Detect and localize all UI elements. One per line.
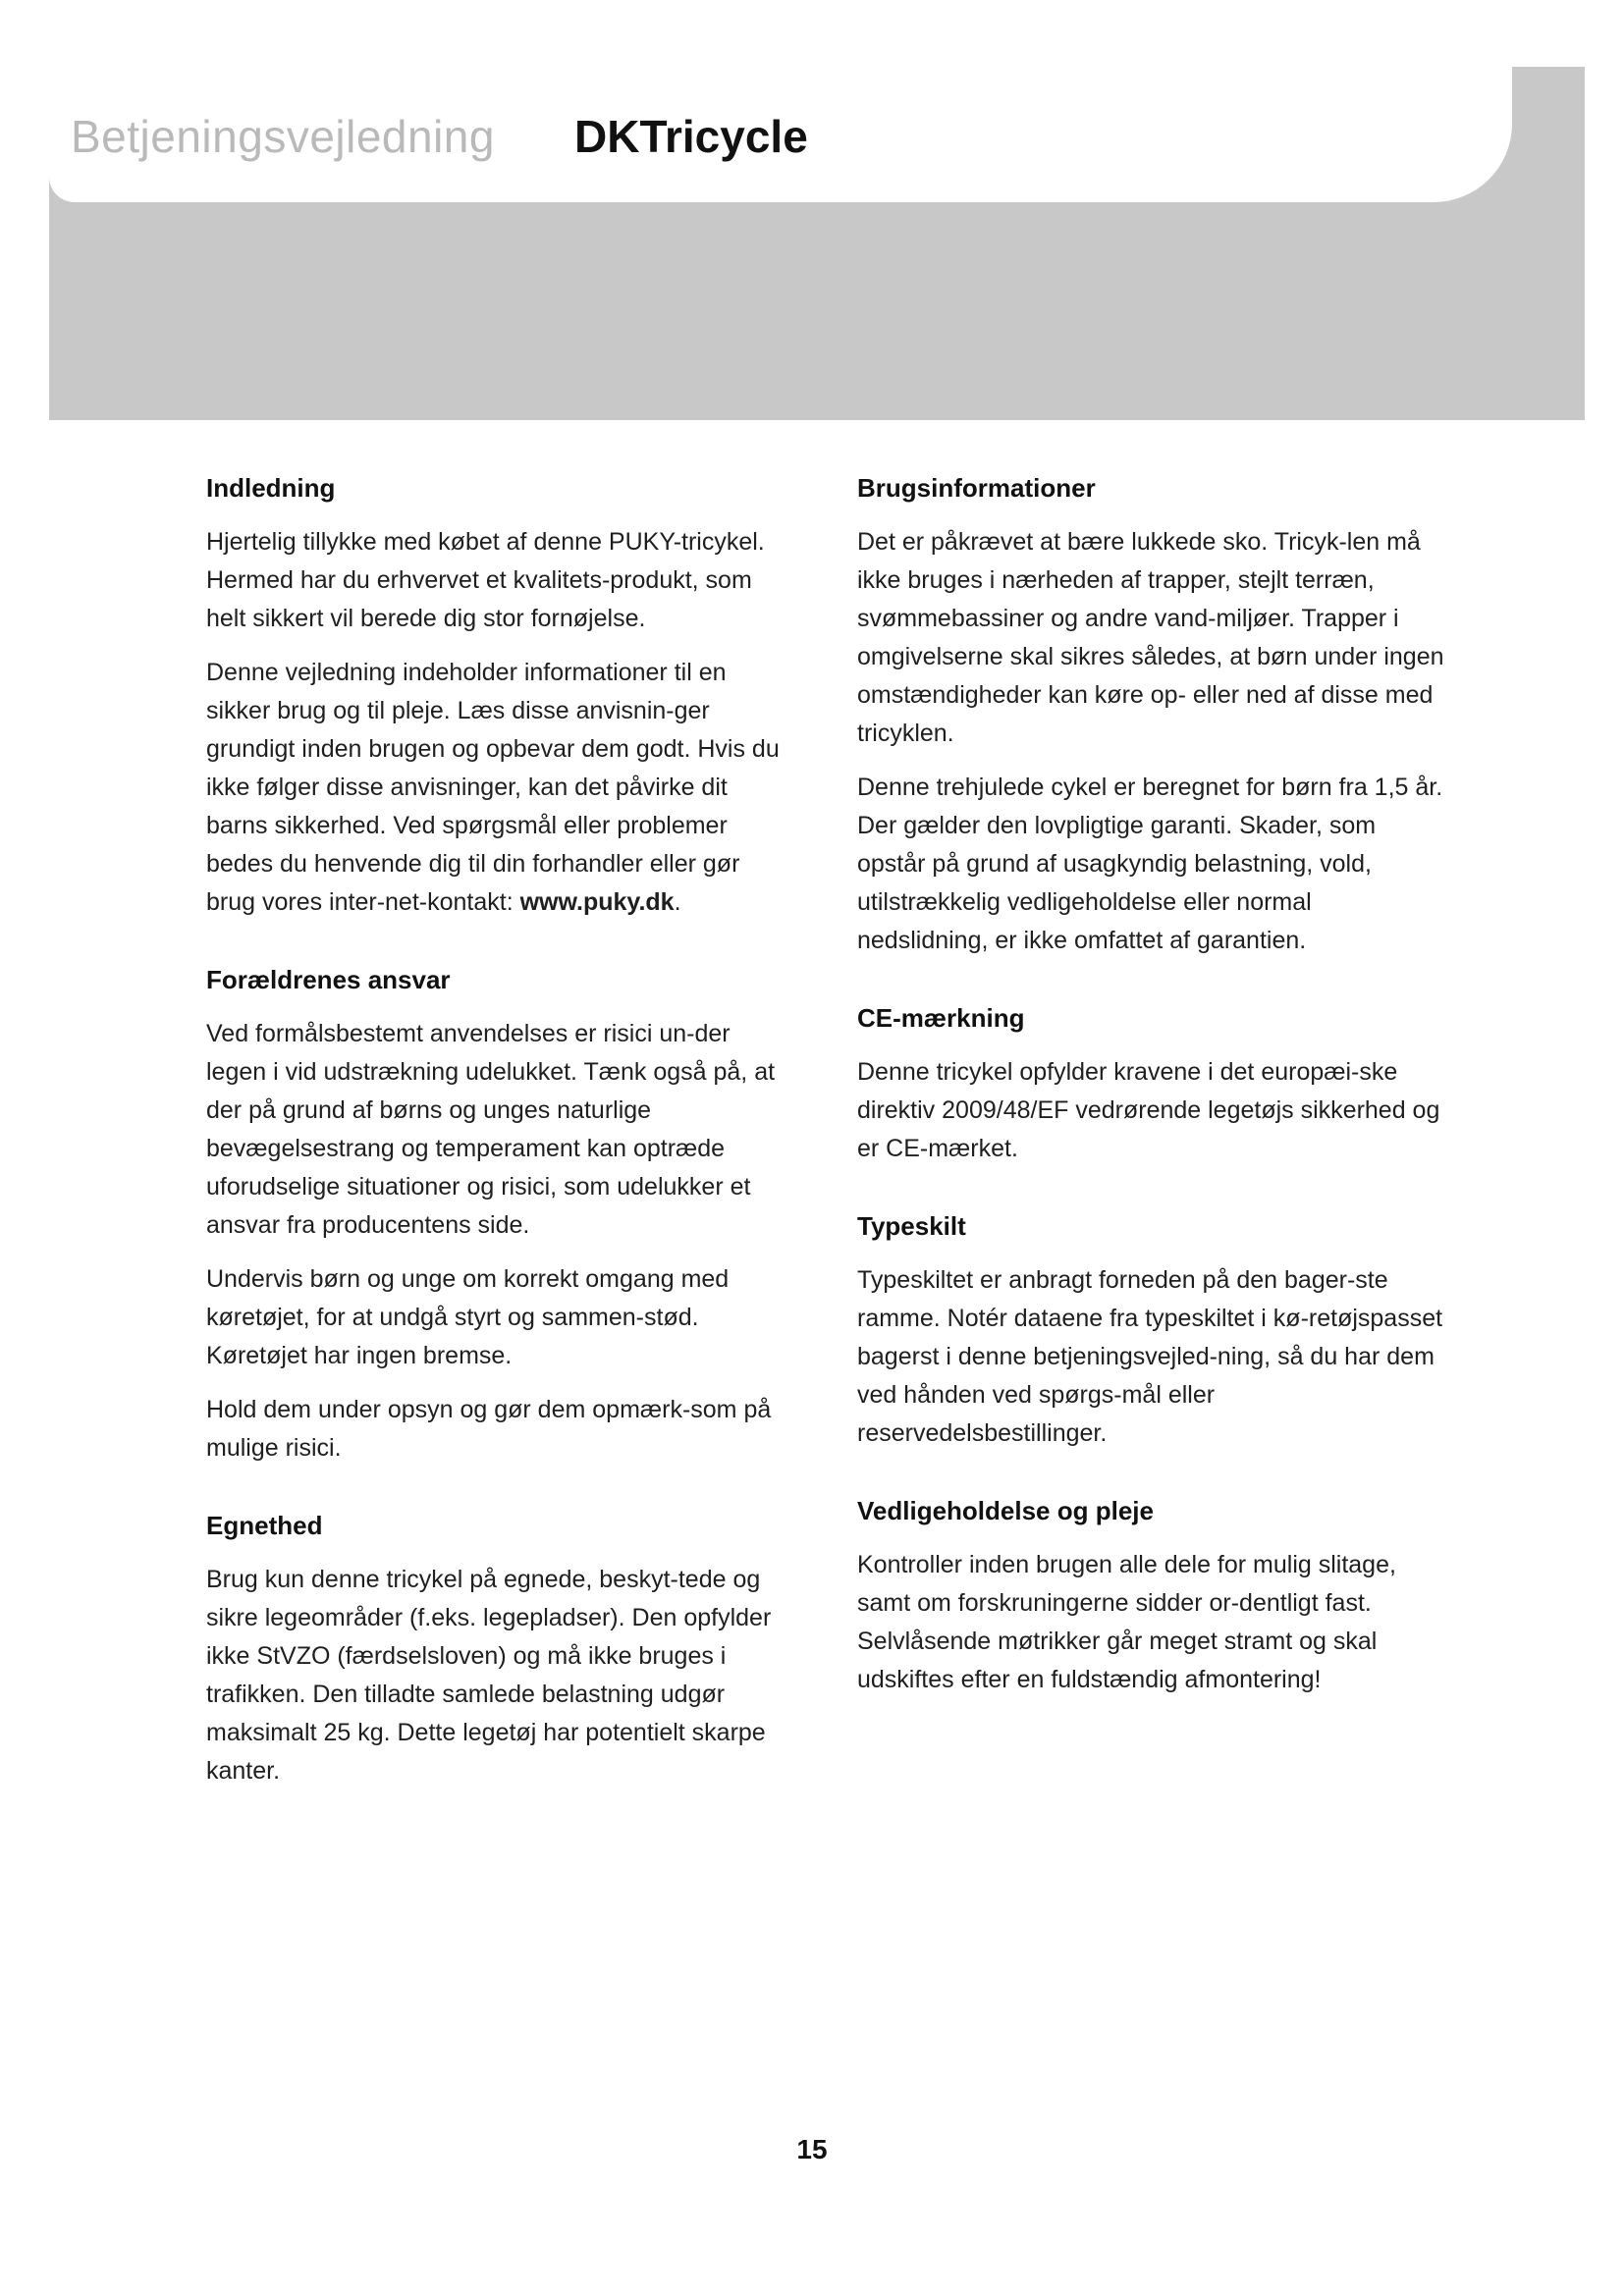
section-egnethed [206,1511,795,1790]
left-column [206,473,795,1806]
heading-ce-maerkning: CE-mærkning [857,1003,1025,1033]
section-ce-maerkning [857,1003,1446,1168]
ansvar-paragraph-1: Ved formålsbestemt anvendelses er risici un-der legen i vid udstrækning udelukket. Tænk også på, at der på grund af børns og unges naturlige bevægelsestrang og temperament kan optræde uforudselige situationer og risici, som udelukker et ansvar fra producentens side. [206,1020,776,1239]
brugsinformationer-paragraph-1: Det er påkrævet at bære lukkede sko. Tricyk-len må ikke bruges i nærheden af trapper, stejlt terræn, svømmebassiner og andre vand-miljøer. Trapper i omgivelserne skal sikres således, at børn under ingen omstændigheder kan køre op- eller ned af disse med tricyklen. [857,528,1444,747]
indledning-paragraph-2 [206,654,795,922]
manual-label: Betjeningsvejledning [71,111,495,162]
heading-vedligeholdelse: Vedligeholdelse og pleje [857,1496,1154,1525]
typeskilt-paragraph-1: Typeskiltet er anbragt forneden på den bager-ste ramme. Notér dataene fra typeskiltet i kø-retøjspasset bagerst i denne betjeningsvejled-ning, så du har dem ved hånden ved spørgs-mål eller reservedelsbestillinger. [857,1266,1443,1447]
heading-typeskilt: Typeskilt [857,1211,966,1241]
ansvar-paragraph-2: Undervis børn og unge om korrekt omgang med køretøjet, for at undgå styrt og sammen-stød. Køretøjet har ingen bremse. [206,1265,730,1369]
heading-brugsinformationer: Brugsinformationer [857,473,1096,503]
website-suffix: . [674,888,681,916]
vedligeholdelse-paragraph-1: Kontroller inden brugen alle dele for mulig slitage, samt om forskruningerne sidder or-dentligt fast. Selvlåsende møtrikker går meget stramt og skal udskiftes efter en fuldstændig afmontering! [857,1551,1396,1693]
ansvar-paragraph-3: Hold dem under opsyn og gør dem opmærk-som på mulige risici. [206,1396,772,1462]
indledning-paragraph-2-text: Denne vejledning indeholder informationer til en sikker brug og til pleje. Læs disse anvisnin-ger grundigt inden brugen og opbevar dem godt. Hvis du ikke følger disse anvisninger, kan det påvirke dit barns sikkerhed. Ved spørgsmål eller problemer bedes du henvende dig til din forhandler eller gør brug vores inter-net-kontakt: [206,659,780,916]
page-number: 15 [796,2134,828,2164]
section-brugsinformationer [857,473,1446,960]
egnethed-paragraph-1: Brug kun denne tricykel på egnede, beskyt-tede og sikre legeområder (f.eks. legepladser). Den opfylder ikke StVZO (færdselsloven) og må ikke bruges i trafikken. Den tilladte samlede belastning udgør maksimalt 25 kg. Dette legetøj har potentielt skarpe kanter. [206,1566,772,1785]
section-vedligeholdelse [857,1496,1446,1699]
website-link[interactable]: www.puky.dk [519,888,675,916]
indledning-paragraph-1: Hjertelig tillykke med købet af denne PUKY-tricykel. Hermed har du erhvervet et kvalitets-produkt, som helt sikkert vil berede dig stor fornøjelse. [206,528,765,632]
heading-indledning: Indledning [206,473,336,503]
section-typeskilt [857,1211,1446,1453]
right-column [857,473,1446,1715]
section-indledning [206,473,795,922]
section-foraeldrenes-ansvar [206,965,795,1468]
product-title: DKTricycle [574,111,808,162]
brugsinformationer-paragraph-2: Denne trehjulede cykel er beregnet for børn fra 1,5 år. Der gælder den lovpligtige garanti. Skader, som opstår på grund af usagkyndig belastning, vold, utilstrækkelig vedligeholdelse eller normal nedslidning, er ikke omfattet af garantien. [857,774,1443,954]
heading-egnethed: Egnethed [206,1511,323,1540]
ce-paragraph-1: Denne tricykel opfylder kravene i det europæi-ske direktiv 2009/48/EF vedrørende legetøjs sikkerhed og er CE-mærket. [857,1058,1440,1162]
heading-foraeldrenes-ansvar: Forældrenes ansvar [206,965,451,994]
